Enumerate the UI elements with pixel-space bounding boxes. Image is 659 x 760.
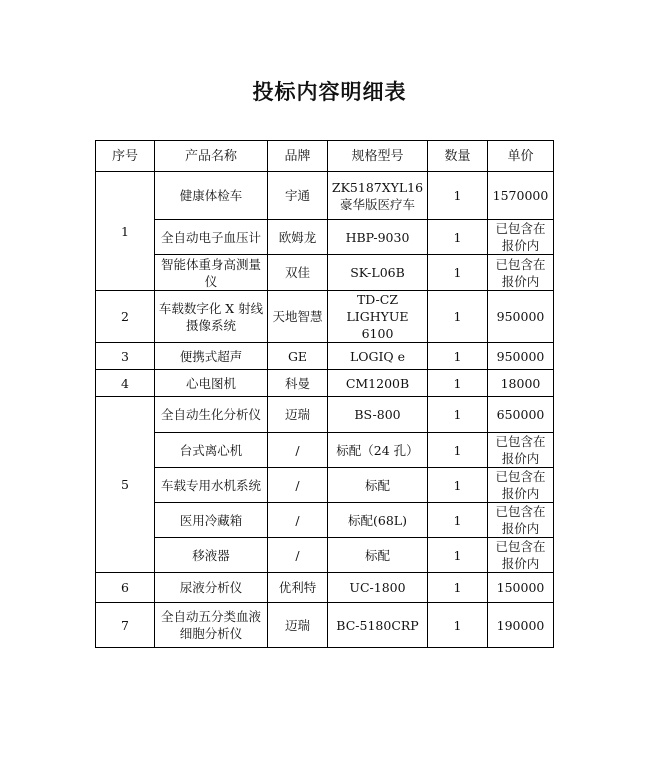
cell-brand: 迈瑞: [268, 603, 328, 648]
cell-product-name: 全自动五分类血液细胞分析仪: [155, 603, 268, 648]
cell-unit-price: 已包含在报价内: [488, 503, 554, 538]
cell-brand: /: [268, 538, 328, 573]
cell-brand: 天地智慧: [268, 291, 328, 343]
cell-product-name: 车载专用水机系统: [155, 468, 268, 503]
cell-product-name: 健康体检车: [155, 172, 268, 220]
cell-quantity: 1: [428, 397, 488, 433]
table-row: [96, 397, 554, 433]
cell-model: BC-5180CRP: [328, 603, 428, 648]
cell-product-name: 便携式超声: [155, 343, 268, 370]
cell-quantity: 1: [428, 603, 488, 648]
cell-quantity: 1: [428, 220, 488, 255]
table-row: [96, 291, 554, 343]
cell-model: LOGIQ e: [328, 343, 428, 370]
cell-quantity: 1: [428, 573, 488, 603]
cell-unit-price: 650000: [488, 397, 554, 433]
table-row: [96, 603, 554, 648]
cell-model: 标配（24 孔）: [328, 433, 428, 468]
cell-product-name: 台式离心机: [155, 433, 268, 468]
cell-product-name: 医用冷藏箱: [155, 503, 268, 538]
header-no: 序号: [96, 141, 155, 172]
cell-unit-price: 已包含在报价内: [488, 468, 554, 503]
cell-brand: GE: [268, 343, 328, 370]
cell-model: 标配: [328, 538, 428, 573]
table-row: [96, 172, 554, 220]
header-product-name: 产品名称: [155, 141, 268, 172]
cell-unit-price: 已包含在报价内: [488, 433, 554, 468]
cell-quantity: 1: [428, 433, 488, 468]
cell-quantity: 1: [428, 538, 488, 573]
cell-unit-price: 950000: [488, 291, 554, 343]
cell-brand: /: [268, 503, 328, 538]
cell-model: SK-L06B: [328, 255, 428, 291]
cell-model: HBP-9030: [328, 220, 428, 255]
page-title: 投标内容明细表: [252, 80, 407, 104]
cell-brand: /: [268, 468, 328, 503]
table-row: [96, 370, 554, 397]
cell-quantity: 1: [428, 255, 488, 291]
cell-unit-price: 190000: [488, 603, 554, 648]
cell-no: 5: [96, 397, 155, 573]
cell-product-name: 全自动电子血压计: [155, 220, 268, 255]
cell-model: UC-1800: [328, 573, 428, 603]
cell-unit-price: 150000: [488, 573, 554, 603]
cell-no: 6: [96, 573, 155, 603]
cell-brand: 迈瑞: [268, 397, 328, 433]
cell-product-name: 心电图机: [155, 370, 268, 397]
bid-detail-table: [95, 140, 554, 648]
cell-brand: 科曼: [268, 370, 328, 397]
cell-model: CM1200B: [328, 370, 428, 397]
cell-unit-price: 950000: [488, 343, 554, 370]
cell-quantity: 1: [428, 468, 488, 503]
cell-model: 标配(68L): [328, 503, 428, 538]
cell-unit-price: 18000: [488, 370, 554, 397]
cell-brand: /: [268, 433, 328, 468]
cell-unit-price: 已包含在报价内: [488, 220, 554, 255]
cell-brand: 双佳: [268, 255, 328, 291]
cell-product-name: 全自动生化分析仪: [155, 397, 268, 433]
header-unit-price: 单价: [488, 141, 554, 172]
cell-no: 2: [96, 291, 155, 343]
table-row: [96, 468, 554, 503]
cell-no: 3: [96, 343, 155, 370]
cell-no: 7: [96, 603, 155, 648]
cell-quantity: 1: [428, 172, 488, 220]
cell-brand: 欧姆龙: [268, 220, 328, 255]
cell-product-name: 车载数字化 X 射线摄像系统: [155, 291, 268, 343]
cell-quantity: 1: [428, 291, 488, 343]
cell-brand: 优利特: [268, 573, 328, 603]
table-row: [96, 538, 554, 573]
cell-unit-price: 已包含在报价内: [488, 255, 554, 291]
header-quantity: 数量: [428, 141, 488, 172]
table-row: [96, 220, 554, 255]
cell-quantity: 1: [428, 343, 488, 370]
header-brand: 品牌: [268, 141, 328, 172]
table-row: [96, 433, 554, 468]
header-model: 规格型号: [328, 141, 428, 172]
cell-brand: 宇通: [268, 172, 328, 220]
cell-no: 1: [96, 172, 155, 291]
cell-product-name: 智能体重身高测量仪: [155, 255, 268, 291]
table-row: [96, 573, 554, 603]
table-header-row: [96, 141, 554, 172]
cell-model: BS-800: [328, 397, 428, 433]
table-row: [96, 503, 554, 538]
cell-product-name: 移液器: [155, 538, 268, 573]
cell-model: 标配: [328, 468, 428, 503]
cell-quantity: 1: [428, 370, 488, 397]
cell-unit-price: 1570000: [488, 172, 554, 220]
cell-model: TD-CZ LIGHYUE 6100: [328, 291, 428, 343]
cell-model: ZK5187XYL16 豪华版医疗车: [328, 172, 428, 220]
cell-product-name: 尿液分析仪: [155, 573, 268, 603]
cell-quantity: 1: [428, 503, 488, 538]
table-row: [96, 343, 554, 370]
table-row: [96, 255, 554, 291]
cell-no: 4: [96, 370, 155, 397]
cell-unit-price: 已包含在报价内: [488, 538, 554, 573]
